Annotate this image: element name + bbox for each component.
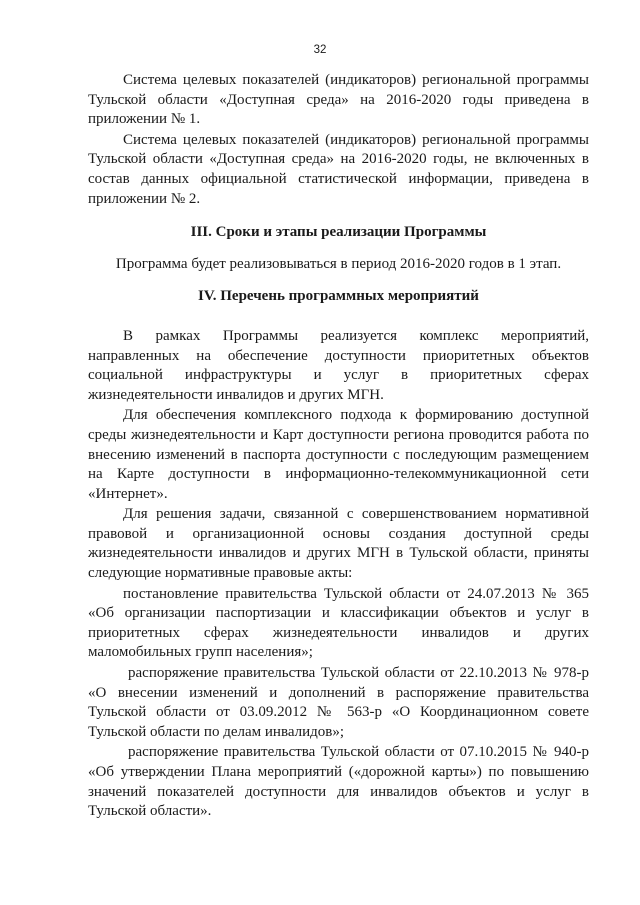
paragraph-act-940: распоряжение правительства Тульской области от 07.10.2015 № 940-р «Об утверждении Плана мероприятий («дорожной карты») по повышению значений показателей доступности для инвалидов объектов и услуг в Тульской области». xyxy=(88,744,589,820)
paragraph-accessibility-maps: Для обеспечения комплексного подхода к формированию доступной среды жизнедеятельности и Карт доступности региона проводится работа по внесению изменений в паспорта доступности с последующим размещением на Карте доступности в информационно-телекоммуникационной сети «Интернет». xyxy=(88,407,589,502)
page-number: 32 xyxy=(313,44,327,56)
page-content xyxy=(88,71,589,822)
paragraph-act-365: постановление правительства Тульской области от 24.07.2013 № 365 «Об организации паспортизации и классификации объектов и услуг в приоритетных сферах жизнедеятельности инвалидов и других маломобильных групп населения»; xyxy=(88,585,589,661)
paragraph-indicators-appendix-1: Система целевых показателей (индикаторов) региональной программы Тульской области «Доступная среда» на 2016-2020 годы приведена в приложении № 1. xyxy=(88,72,589,128)
paragraph-indicators-appendix-2: Система целевых показателей (индикаторов) региональной программы Тульской области «Доступная среда» на 2016-2020 годы, не включенных в состав данных официальной статистической информации, приведена в приложении № 2. xyxy=(88,131,589,207)
paragraph-measures-complex: В рамках Программы реализуется комплекс мероприятий, направленных на обеспечение доступности приоритетных объектов социальной инфраструктуры и услуг в приоритетных сферах жизнедеятельности инвалидов и других МГН. xyxy=(88,327,589,403)
paragraph-normative-acts-intro: Для решения задачи, связанной с совершенствованием нормативной правовой и организационной основы создания доступной среды жизнедеятельности инвалидов и других МГН в Тульской области, приняты следующие нормативные правовые акты: xyxy=(88,506,589,582)
paragraph-program-period: Программа будет реализовываться в период 2016-2020 годов в 1 этап. xyxy=(115,255,562,272)
paragraph-act-978: распоряжение правительства Тульской области от 22.10.2013 № 978-р «О внесении изменений и дополнений в распоряжение правительства Тульской области от 03.09.2012 № 563-р «О Координационном совете Тульской области по делам инвалидов»; xyxy=(88,665,589,740)
section-heading-terms: III. Сроки и этапы реализации Программы xyxy=(190,224,487,241)
section-heading-measures: IV. Перечень программных мероприятий xyxy=(198,288,479,305)
